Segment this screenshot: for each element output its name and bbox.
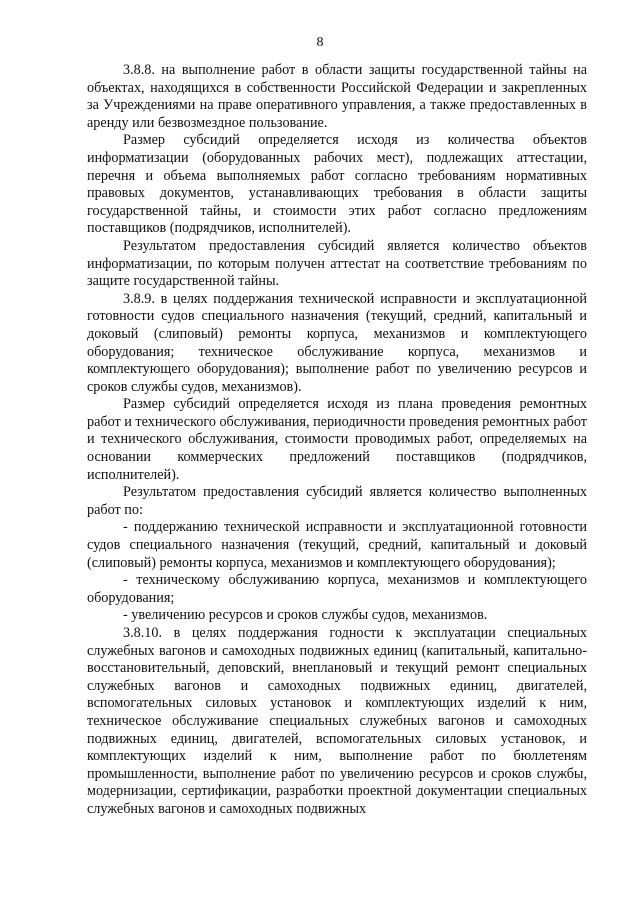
list-item-resource-extension: - увеличению ресурсов и сроков службы судов, механизмов. [123,607,488,624]
paragraph-subsidy-size-1: Размер субсидий определяется исходя из количества объектов информатизации (оборудованных рабочих мест), подлежащих аттестации, перечня и объема выполняемых работ согласно требованиям нормативных правовых документов, устанавливающих требования в области защиты государственной тайны, и стоимости этих работ согласно предложениям поставщиков (подрядчиков, исполнителей). [87,132,587,237]
document-body [87,62,587,819]
page-number: 8 [316,35,324,50]
paragraph-3-8-9: 3.8.9. в целях поддержания технической исправности и эксплуатационной готовности судов специального назначения (текущий, средний, капитальный и доковый (слиповый) ремонты корпуса, механизмов и комплектующего оборудования; техническое обслуживание корпуса, механизмов и комплектующего оборудования); выполнение работ по увеличению ресурсов и сроков службы судов, механизмов). [87,290,587,395]
paragraph-subsidy-result-1: Результатом предоставления субсидий является количество объектов информатизации, по которым получен аттестат на соответствие требованиям по защите государственной тайны. [87,237,587,290]
list-item-maintenance: - поддержанию технической исправности и эксплуатационной готовности судов специального назначения (текущий, средний, капитальный и доковый (слиповый) ремонты корпуса, механизмов и комплектующего оборудования); [87,519,587,571]
paragraph-3-8-10: 3.8.10. в целях поддержания годности к эксплуатации специальных служебных вагонов и самоходных подвижных единиц (капитальный, капитально-восстановительный, деповский, внеплановый и текущий ремонт специальных служебных вагонов и самоходных подвижных единиц, двигателей, вспомогательных силовых установок и комплектующих изделий к ним, техническое обслуживание специальных служебных вагонов и самоходных подвижных единиц, двигателей, вспомогательных силовых установок, и комплектующих изделий к ним, выполнение работ по бюллетеням промышленности, выполнение работ по увеличению ресурсов и сроков службы, модернизации, сертификации, разработки проектной документации специальных служебных вагонов и самоходных подвижных [87,625,587,817]
paragraph-subsidy-result-2: Результатом предоставления субсидий является количество выполненных работ по: [87,484,587,518]
paragraph-subsidy-size-2: Размер субсидий определяется исходя из плана проведения ремонтных работ и технического обслуживания, периодичности проведения ремонтных работ и технического обслуживания, стоимости проводимых работ, определяемых на основании коммерческих предложений поставщиков (подрядчиков, исполнителей). [87,396,587,483]
paragraph-3-8-8: 3.8.8. на выполнение работ в области защиты государственной тайны на объектах, находящихся в собственности Российской Федерации и закрепленных за Учреждениями на праве оперативного управления, а также предоставленных в аренду или безвозмездное пользование. [87,62,587,131]
list-item-technical-service: - техническому обслуживанию корпуса, механизмов и комплектующего оборудования; [87,572,587,606]
